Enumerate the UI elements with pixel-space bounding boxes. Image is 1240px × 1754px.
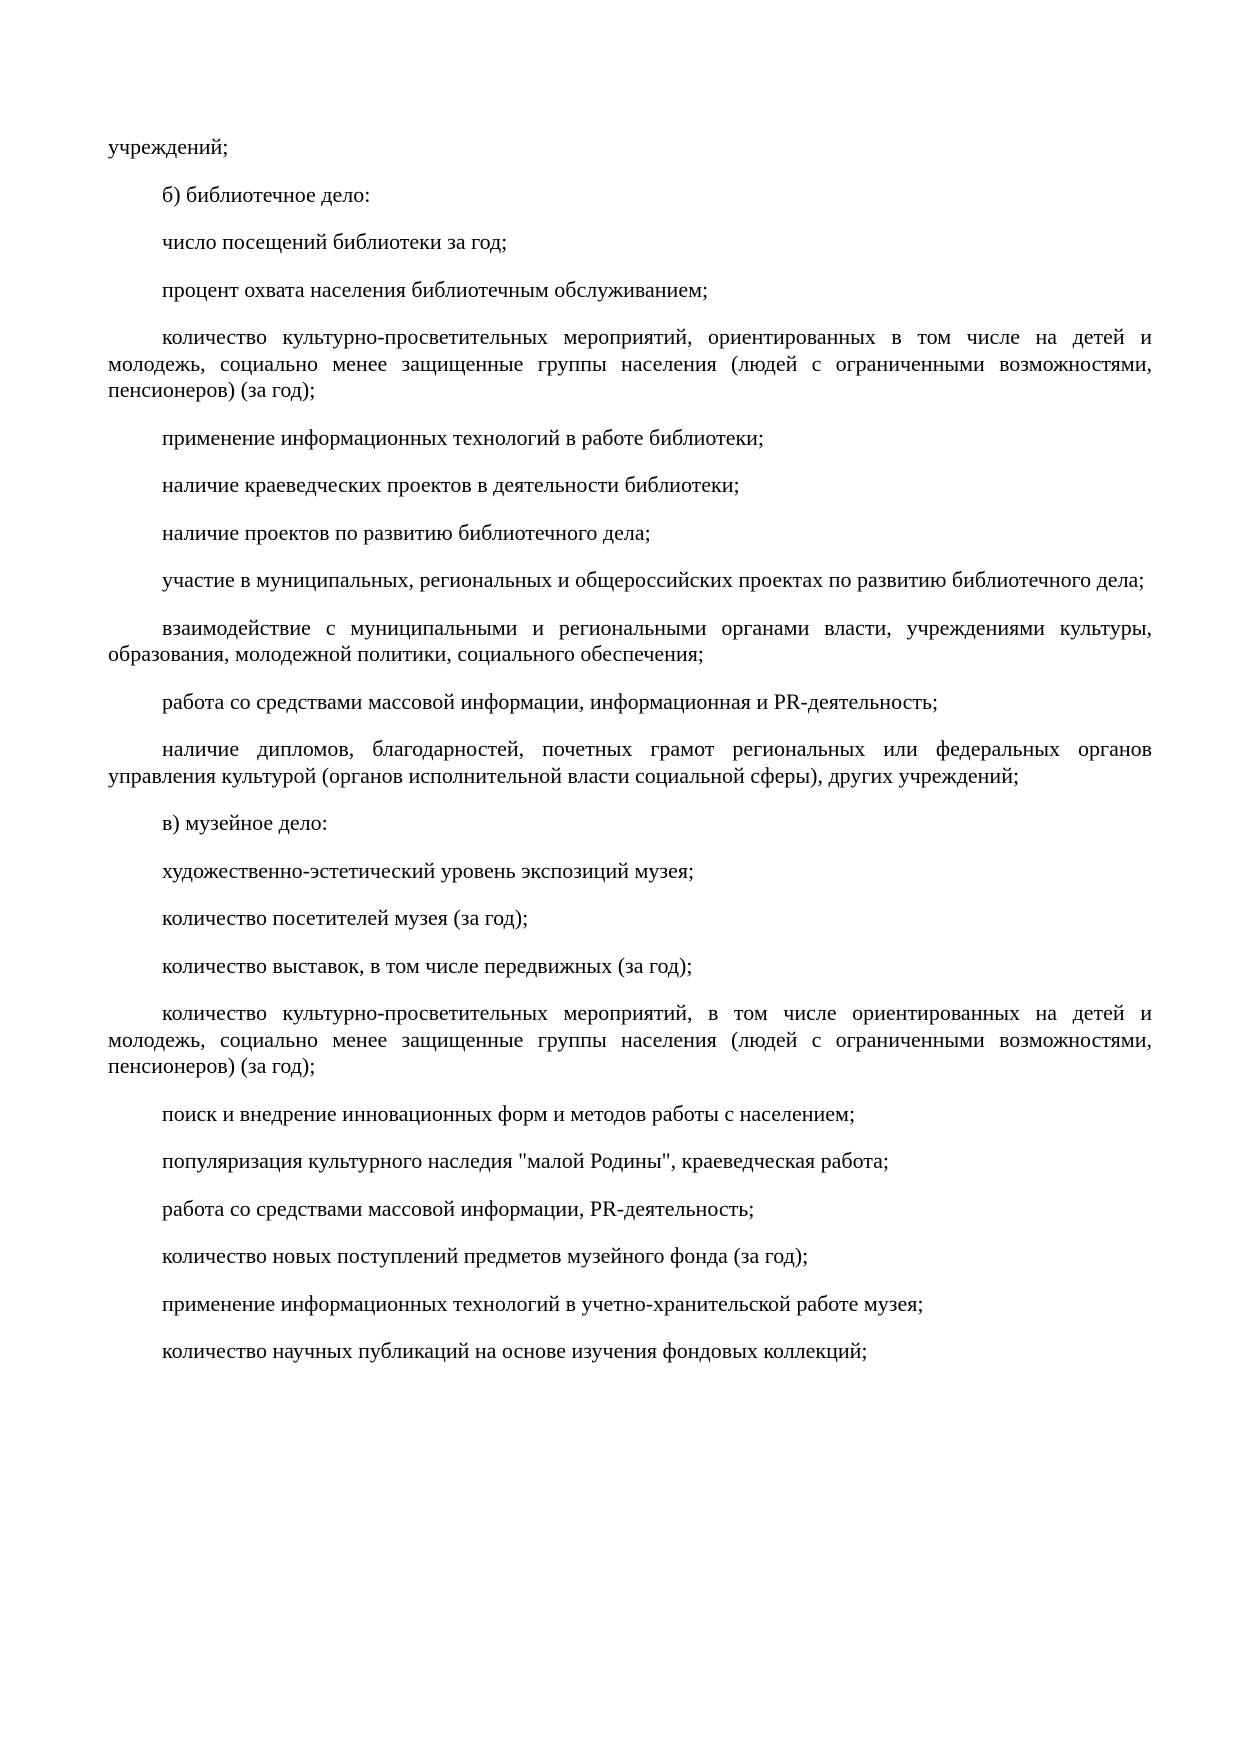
- paragraph: популяризация культурного наследия "малой Родины", краеведческая работа;: [162, 1148, 890, 1173]
- paragraph: поиск и внедрение инновационных форм и методов работы с населением;: [162, 1100, 856, 1126]
- paragraph: количество посетителей музея (за год);: [162, 905, 529, 930]
- paragraph: процент охвата населения библиотечным обслуживанием;: [162, 276, 709, 302]
- paragraph: количество выставок, в том числе передвижных (за год);: [162, 952, 693, 978]
- paragraph: наличие проектов по развитию библиотечного дела;: [162, 519, 651, 545]
- paragraph: количество научных публикаций на основе изучения фондовых коллекций;: [162, 1338, 868, 1363]
- paragraph: число посещений библиотеки за год;: [162, 229, 508, 254]
- paragraph: наличие дипломов, благодарностей, почетных грамот региональных или федеральных органов управления культурой (органов исполнительной власти социальной сферы), других учреждений;: [108, 736, 1152, 788]
- paragraph: б) библиотечное дело:: [162, 181, 371, 207]
- paragraph: художественно-эстетический уровень экспозиций музея;: [162, 857, 695, 883]
- document-body: [108, 134, 1152, 1365]
- paragraph: применение информационных технологий в работе библиотеки;: [162, 424, 765, 450]
- paragraph: количество культурно-просветительных мероприятий, ориентированных в том числе на детей и молодежь, социально менее защищенные группы населения (людей с ограниченными возможностями, пенсионеров) (за год);: [108, 324, 1152, 402]
- paragraph: работа со средствами массовой информации, PR-деятельность;: [162, 1195, 755, 1221]
- paragraph: участие в муниципальных, региональных и общероссийских проектах по развитию библиотечного дела;: [162, 567, 1145, 592]
- paragraph: взаимодействие с муниципальными и региональными органами власти, учреждениями культуры, образования, молодежной политики, социального обеспечения;: [108, 614, 1152, 666]
- paragraph: применение информационных технологий в учетно-хранительской работе музея;: [162, 1290, 924, 1316]
- paragraph: работа со средствами массовой информации, информационная и PR-деятельность;: [162, 688, 939, 714]
- paragraph: количество культурно-просветительных мероприятий, в том числе ориентированных на детей и молодежь, социально менее защищенные группы населения (людей с ограниченными возможностями, пенсионеров) (за год);: [108, 1000, 1152, 1078]
- paragraph: учреждений;: [108, 134, 229, 159]
- paragraph: количество новых поступлений предметов музейного фонда (за год);: [162, 1243, 809, 1268]
- paragraph: наличие краеведческих проектов в деятельности библиотеки;: [162, 472, 740, 497]
- paragraph: в) музейное дело:: [162, 810, 328, 835]
